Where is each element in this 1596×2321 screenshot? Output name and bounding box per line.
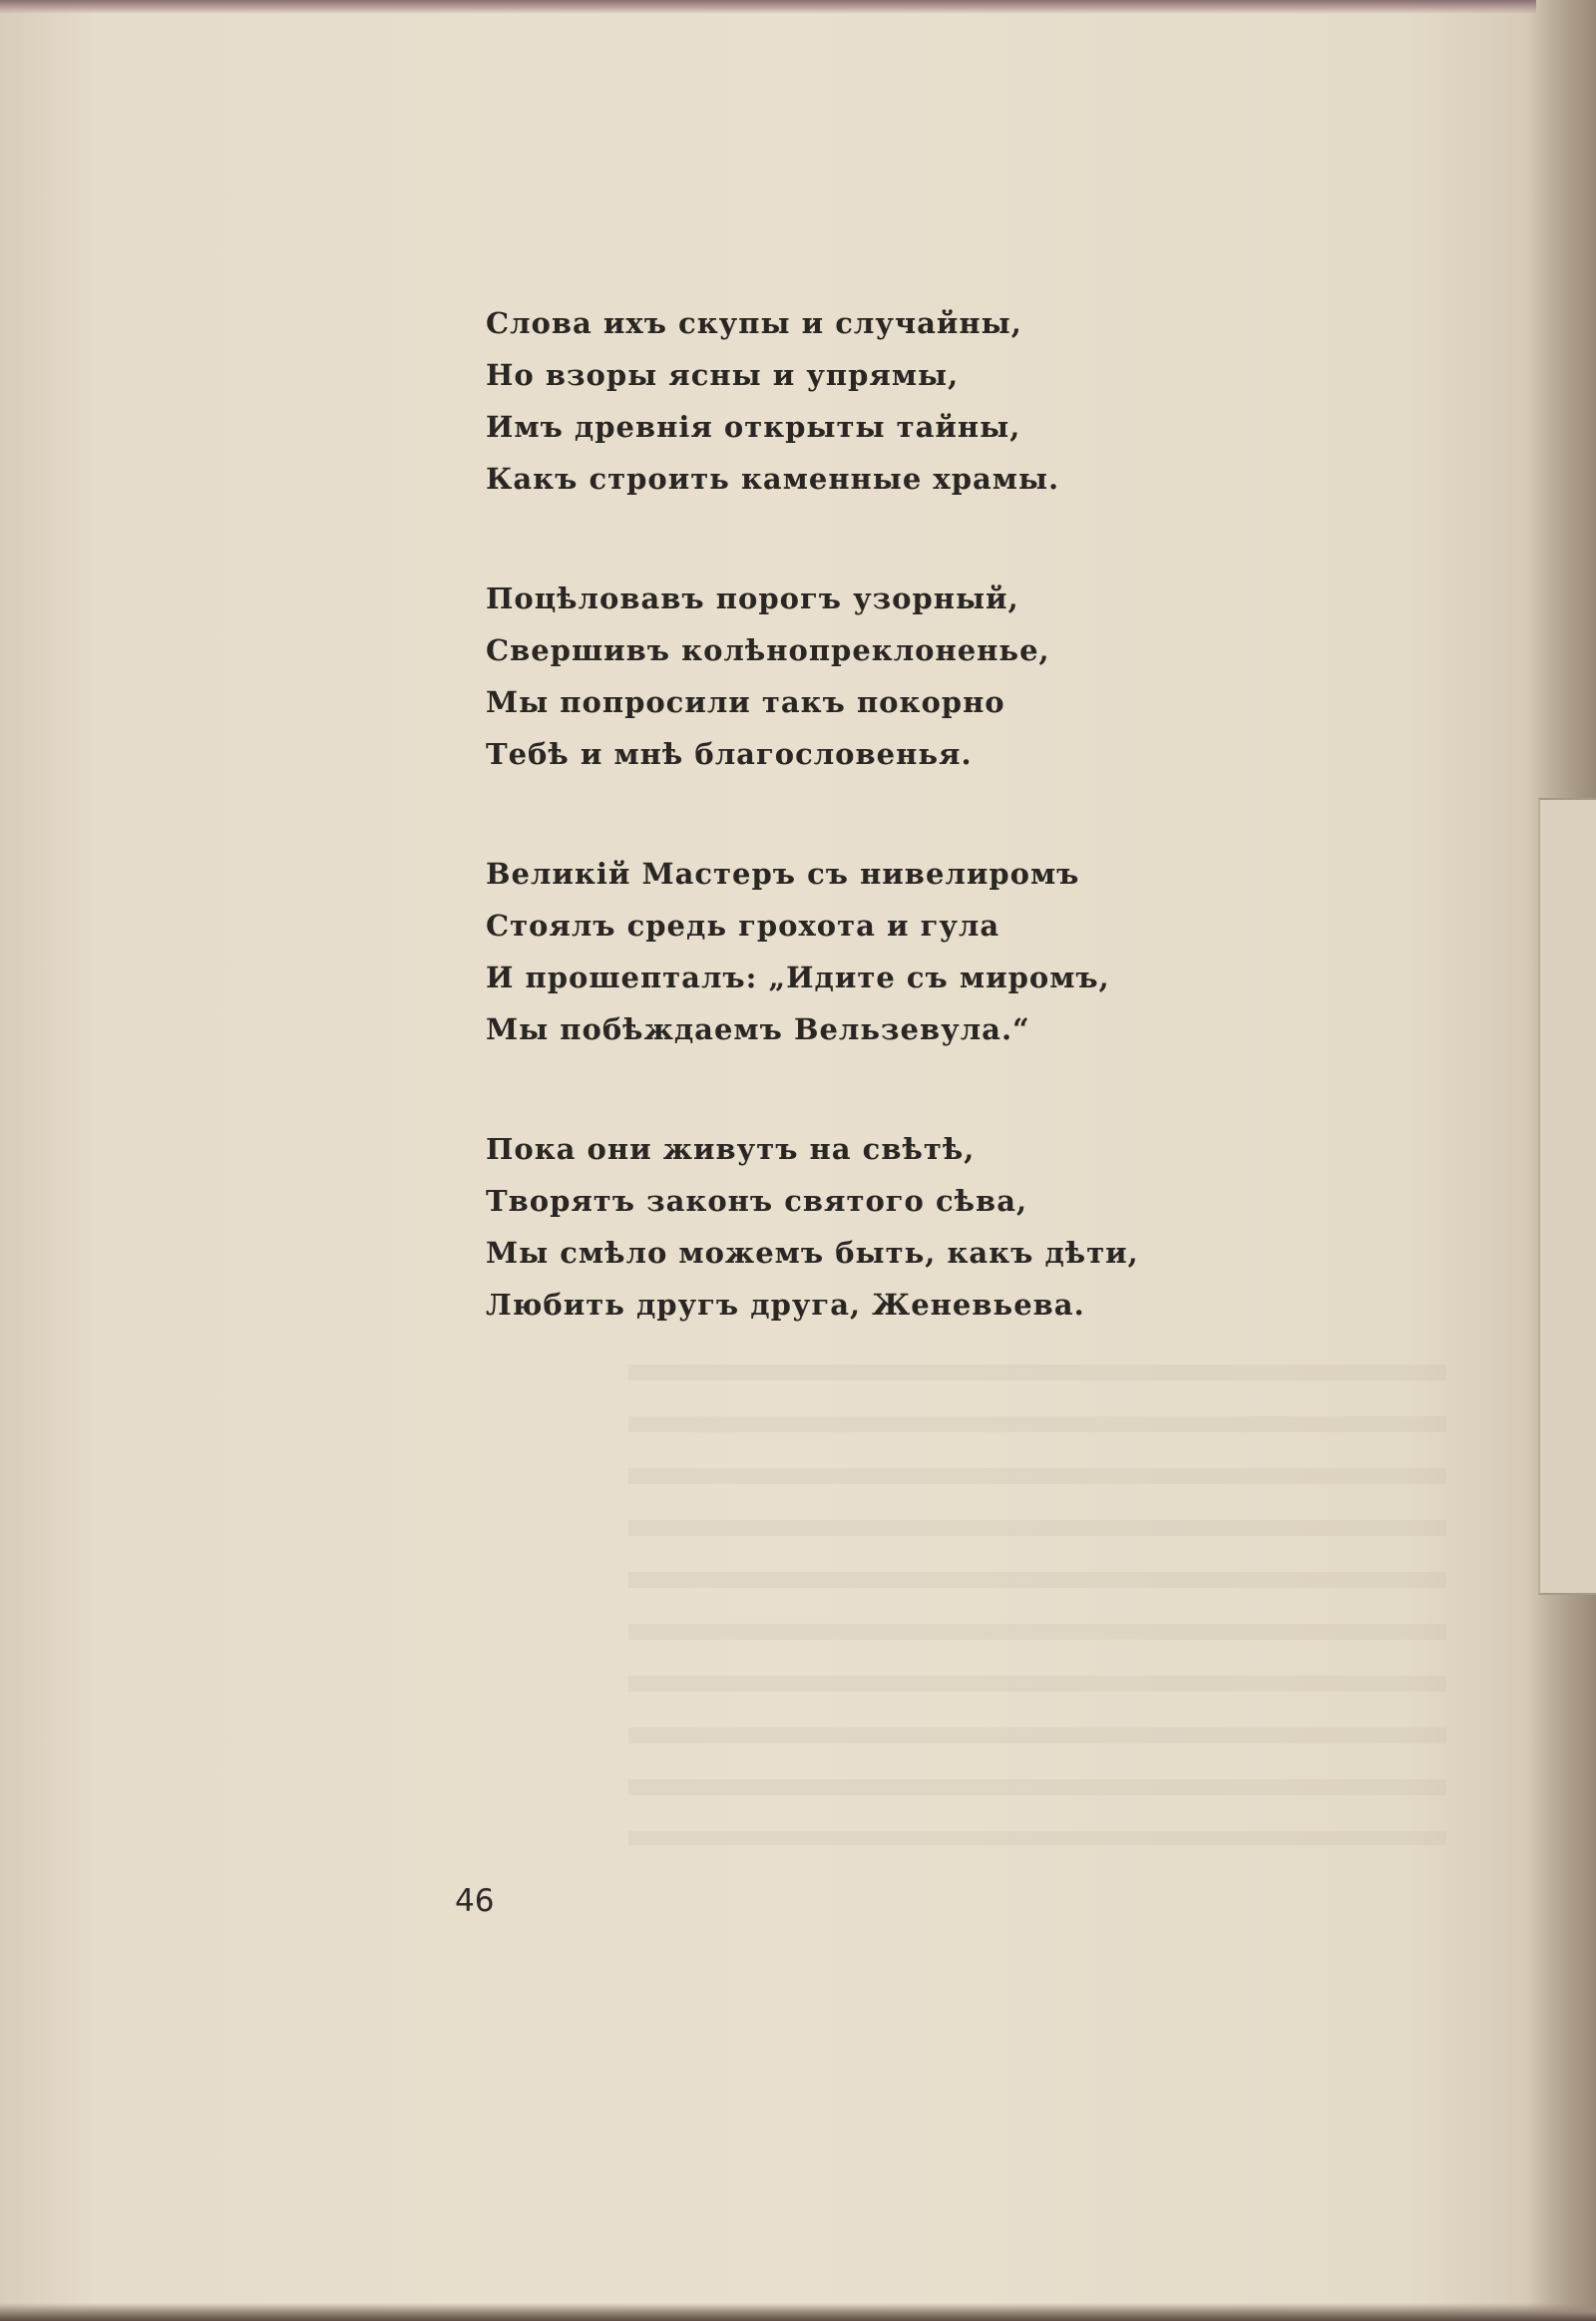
poem-line: И прошепталъ: „Идите съ миромъ, <box>486 961 1110 994</box>
poem-line: Но взоры ясны и упрямы, <box>486 358 960 392</box>
poem-line: Великій Мастеръ съ нивелиромъ <box>486 857 1080 891</box>
stanza-4 <box>486 1123 1384 1331</box>
page-top-edge <box>0 0 1536 14</box>
poem-line: Творятъ законъ святого сѣва, <box>486 1184 1028 1218</box>
page-bottom-edge <box>0 2303 1596 2321</box>
poem-line: Пока они живутъ на свѣтѣ, <box>486 1132 976 1166</box>
poem-line: Мы попросили такъ покорно <box>486 685 1005 719</box>
stanza-1 <box>486 297 1384 505</box>
stanza-2 <box>486 573 1384 780</box>
poem-line: Мы смѣло можемъ быть, какъ дѣти, <box>486 1236 1139 1270</box>
bleed-through-text <box>628 1347 1446 1845</box>
poem-line: Имъ древнія открыты тайны, <box>486 410 1021 444</box>
page-fold-tab <box>1538 798 1596 1595</box>
poem-line: Поцѣловавъ порогъ узорный, <box>486 581 1019 615</box>
page-number: 46 <box>455 1883 495 1919</box>
poem-line: Свершивъ колѣнопреклоненье, <box>486 633 1050 667</box>
poem-line: Тебѣ и мнѣ благословенья. <box>486 737 973 771</box>
poem-line: Любить другъ друга, Женевьева. <box>486 1288 1085 1322</box>
stanza-3 <box>486 848 1384 1055</box>
poem-line: Мы побѣждаемъ Вельзевула.“ <box>486 1012 1030 1046</box>
poem-line: Слова ихъ скупы и случайны, <box>486 306 1022 340</box>
poem-line: Стоялъ средь грохота и гула <box>486 909 1000 943</box>
poem-line: Какъ строить каменные храмы. <box>486 462 1060 496</box>
poem <box>486 297 1384 1398</box>
